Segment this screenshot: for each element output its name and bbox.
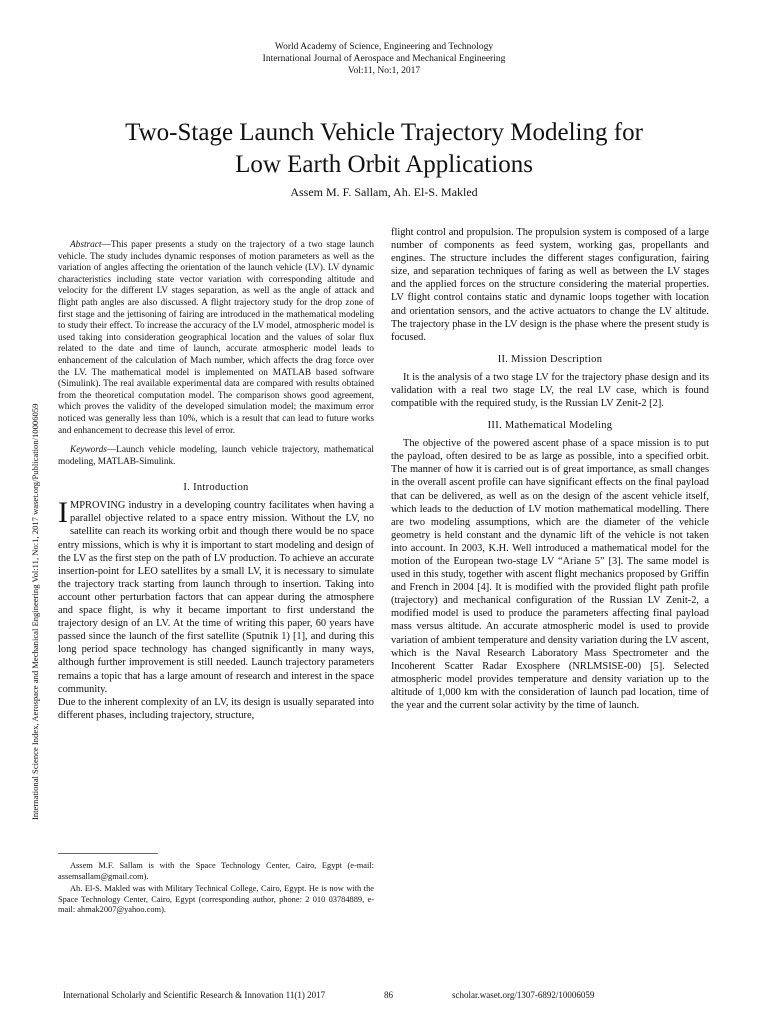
footnote-1: Assem M.F. Sallam is with the Space Technology Center, Cairo, Egypt (e-mail: assemsallam@gmail.com).: [58, 861, 374, 881]
intro-dropcap: I: [58, 496, 68, 530]
paper-title-line-2: Low Earth Orbit Applications: [235, 151, 533, 178]
abstract-text: This paper presents a study on the trajectory of a two stage launch vehicle. The study includes dynamic responses of motion parameters as well as the variation of angles affecting the orientation of the launch vehicle (LV). LV dynamic characteristics including state vector variation with corresponding altitude and velocity for the different LV stages separation, as well as the angle of attack and flight path angles are also discussed. A flight trajectory study for the drop zone of first stage and the jettisoning of fairing are introduced in the mathematical modeling to study their effect. To increase the accuracy of the LV model, atmospheric model is used taking into consideration geographical location and the values of solar flux related to the date and time of launch, accurate atmospheric model leads to enhancement of the calculation of Mach number, which affects the drag force over the LV. The mathematical model is implemented on MATLAB based software (Simulink). The real available experimental data are compared with results obtained from the theoretical computation model. The comparison shows good agreement, which proves the validity of the developed simulation model; the maximum error noticed was generally less than 10%, which is a result that can lead to future works and enhancement to decrease this level of error.: [58, 240, 374, 436]
journal-org: World Academy of Science, Engineering and Technology: [274, 42, 494, 52]
left-column: [58, 240, 374, 722]
section-heading-mission: II. Mission Description: [497, 353, 603, 365]
footer-publisher: International Scholarly and Scientific Research & Innovation 11(1) 2017: [63, 990, 326, 1000]
abstract-label: Abstract: [70, 240, 102, 250]
paper-authors: Assem M. F. Sallam, Ah. El-S. Makled: [290, 185, 478, 199]
keywords-text: Launch vehicle modeling, launch vehicle trajectory, mathematical modeling, MATLAB-Simulink.: [58, 445, 374, 467]
keywords: [58, 445, 374, 468]
footnote-divider: [58, 853, 158, 854]
section-heading-introduction: I. Introduction: [183, 482, 249, 494]
page-footer: [0, 990, 768, 1004]
footer-page-number: 86: [384, 990, 393, 1000]
journal-name: International Journal of Aerospace and Mechanical Engineering: [262, 54, 506, 64]
paper-title: [40, 117, 728, 181]
footnote-2: Ah. El-S. Makled was with Military Technical College, Cairo, Egypt. He is now with the Space Technology Center, Cairo, Egypt (corresponding author, phone: 2 010 03784889, e-mail: ahmak2007@yahoo.com).: [58, 884, 374, 915]
abstract: [58, 240, 374, 437]
footer-link[interactable]: scholar.waset.org/1307-6892/10006059: [452, 990, 595, 1000]
footnotes: [58, 861, 374, 918]
paper-title-line-1: Two-Stage Launch Vehicle Trajectory Modeling for: [125, 119, 643, 146]
journal-header: [0, 41, 768, 77]
keywords-label: Keywords: [70, 445, 107, 456]
abstract-dash: —: [101, 240, 111, 250]
mission-paragraph: It is the analysis of a two stage LV for the trajectory phase design and its validation with a real two stage LV, the real LV case, which is found compatible with the required study, is the Russian LV Zenit-2 [2].: [391, 371, 709, 410]
side-index-text: International Science Index, Aerospace and Mechanical Engineering Vol:11, No:1, 2017 waset.org/Publication/10006059: [30, 403, 40, 820]
right-column: [391, 226, 709, 712]
side-index-strip: [30, 300, 42, 820]
keywords-dash: —: [106, 445, 117, 456]
section-heading-math-modeling: III. Mathematical Modeling: [487, 420, 613, 432]
math-modeling-paragraph: The objective of the powered ascent phase of a space mission is to put the payload, often desired to be as large as possible, into a specified orbit. The manner of how it is carried out is of great importance, as small changes in the overall ascent profile can have significant effects on the final payload that can be delivered, as well as on the design of the ascent vehicle itself, which leads to the deduction of LV motion mathematical modelling. There are two modeling assumptions, which are the diameter of the vehicle geometry is held constant and the dynamic lift of the vehicle is not taken into account. In 2003, K.H. Well introduced a mathematical model for the motion of the European two-stage LV “Ariane 5” [3]. The same model is used in this study, together with ascent flight mechanics proposed by Griffin and French in 2004 [4]. It is modified with the provided flight path profile (trajectory) and mechanical configuration of the Russian LV Zenit-2, a modified model is used to produce the parameters affecting final payload mass versus altitude. An accurate atmospheric model is used to provide variation of ambient temperature and density variation during the LV ascent, which is the Naval Research Laboratory Mass Spectrometer and the Incoherent Scatter Radar Exosphere (NRLMSISE-00) [5]. Selected atmospheric model provides temperature and density variation up to the altitude of 1,000 km with the consideration of launch pad location, time of the year and the current solar activity by the time of launch.: [391, 438, 709, 711]
intro-paragraph-1-text: MPROVING industry in a developing country facilitates when having a parallel objective related to a space entry mission. Without the LV, no satellite can reach its working orbit and though there would be no space entry missions, which is why it is important to start modeling and design of the LV as the first step on the path of LV production. To achieve an accurate insertion-point for LEO satellites by a small LV, it is necessary to simulate the trajectory track starting from launch through to insertion. Taking into account other perturbation factors that can appear during the atmosphere and space flight, is why it became important to first understand the trajectory design of an LV. At the time of writing this paper, 60 years have passed since the launch of the first satellite (Sputnik 1) [1], and during this long period space technology has changed significantly in many ways, although further improvement is still needed. Launch trajectory parameters remains a topic that has a large amount of research and interest in the space community.: [58, 500, 374, 695]
intro-paragraph-2: Due to the inherent complexity of an LV, its design is usually separated into different phases, including trajectory, structure,: [58, 696, 374, 721]
intro-paragraph-2-continued: flight control and propulsion. The propulsion system is composed of a large number of components as feed system, working gas, propellants and engines. The structure includes the different stages configuration, fairing size, and separation techniques of faring as well as between the LV stages and the applied forces on the structure considering the material properties. LV flight control contains static and dynamic loops together with location and orientation sensors, and the active actuators to change the LV altitude. The trajectory phase in the LV design is the phase where the present study is focused.: [391, 227, 709, 343]
journal-volume: Vol:11, No:1, 2017: [347, 66, 421, 76]
intro-paragraph-1: [58, 496, 374, 695]
